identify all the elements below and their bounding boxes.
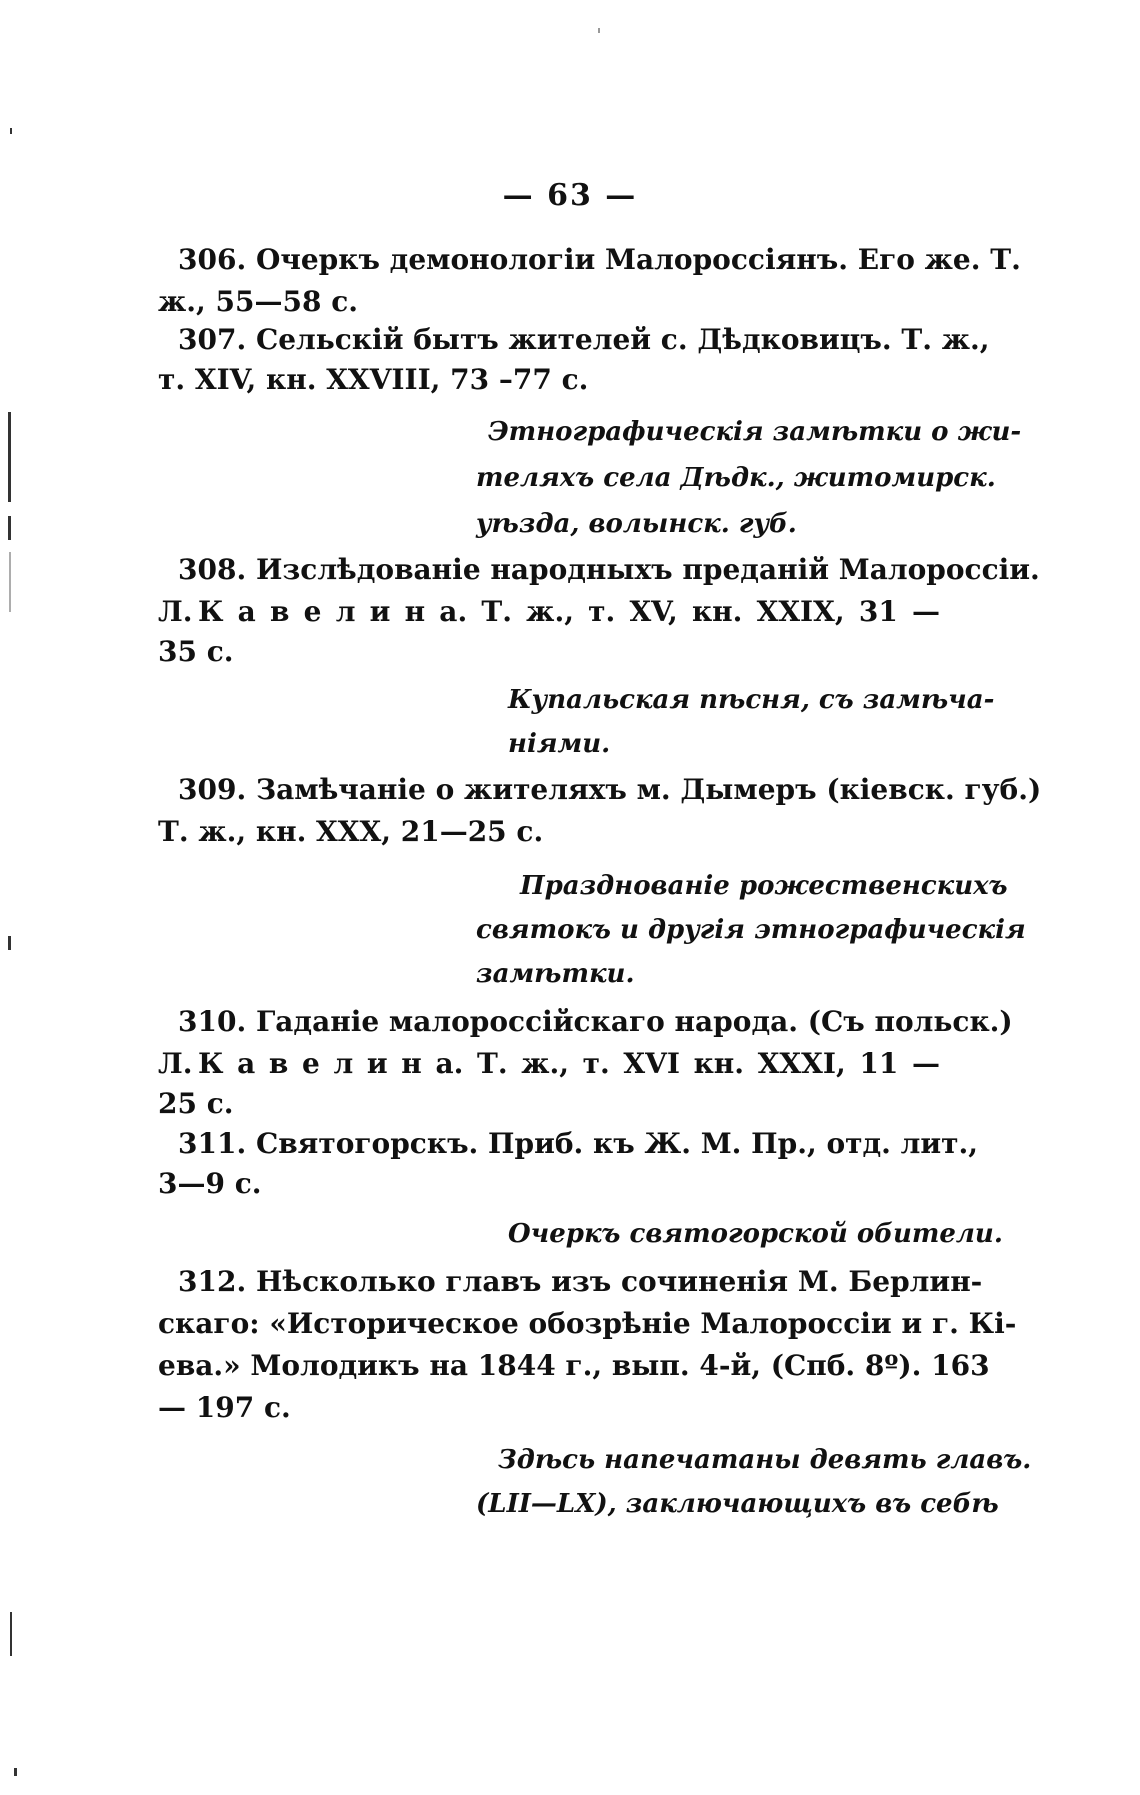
scan-mark <box>10 128 12 134</box>
entry-309-note-line-3: замѣтки. <box>476 959 635 989</box>
scan-mark <box>8 412 11 502</box>
entry-309-note-line-2: святокъ и другія этнографическія <box>476 915 1026 945</box>
entry-307-note-line-3: уѣзда, волынск. губ. <box>476 509 797 539</box>
entry-307-note-line-2: теляхъ села Дѣдк., житомирск. <box>476 463 996 493</box>
scan-mark <box>14 1768 17 1776</box>
entry-310-line-3: 25 с. <box>158 1087 234 1120</box>
page-number: — 63 — <box>502 178 638 213</box>
entry-311-note-line-1: Очеркъ святогорской обители. <box>508 1219 1003 1249</box>
scan-mark <box>8 516 11 540</box>
entry-311-line-2: 3—9 с. <box>158 1167 262 1200</box>
entry-307-line-1: 307. Сельскій бытъ жителей с. Дѣдковицъ. Т. ж., <box>178 323 990 356</box>
entry-306-line-2: ж., 55—58 с. <box>158 285 358 318</box>
scan-mark <box>9 552 11 612</box>
entry-309-line-1: 309. Замѣчаніе о жителяхъ м. Дымеръ (кіевск. губ.) <box>178 773 1042 806</box>
entry-308-line-2: К а в е л и н а. Т. ж., т. XV, кн. XXIX, 31 — <box>198 595 940 628</box>
entry-311-line-1: 311. Святогорскъ. Приб. къ Ж. М. Пр., отд. лит., <box>178 1127 978 1160</box>
entry-308-line-3: 35 с. <box>158 635 234 668</box>
entry-312-note-line-2: (LII—LX), заключающихъ въ себѣ <box>476 1489 999 1519</box>
entry-309-note-line-1: Празднованіе рожественскихъ <box>520 871 1008 901</box>
entry-307-note-line-1: Этнографическія замѣтки о жи- <box>488 417 1022 447</box>
entry-312-note-line-1: Здѣсь напечатаны девять главъ. <box>498 1445 1032 1475</box>
scan-mark <box>8 936 11 950</box>
entry-310-line-1: 310. Гаданіе малороссійскаго народа. (Съ польск.) <box>178 1005 1013 1038</box>
entry-312-line-2: скаго: «Историческое обозрѣніе Малороссіи и г. Кі- <box>158 1307 1017 1340</box>
entry-306-line-1: 306. Очеркъ демонологіи Малороссіянъ. Его же. Т. <box>178 243 1021 276</box>
entry-308-note-line-1: Купальская пѣсня, съ замѣча- <box>508 685 995 715</box>
entry-312-line-3: ева.» Молодикъ на 1844 г., вып. 4-й, (Спб. 8º). 163 <box>158 1349 990 1382</box>
entry-309-line-2: Т. ж., кн. XXX, 21—25 с. <box>158 815 544 848</box>
entry-310-line-2: К а в е л и н а. Т. ж., т. XVI кн. XXXI, 11 — <box>198 1047 940 1080</box>
entry-307-line-2: т. XIV, кн. XXVIII, 73 –77 с. <box>158 363 589 396</box>
entry-310-author-initial: Л. <box>158 1047 193 1080</box>
entry-312-line-1: 312. Нѣсколько главъ изъ сочиненія М. Берлин- <box>178 1265 983 1298</box>
entry-308-line-1: 308. Изслѣдованіе народныхъ преданій Малороссіи. <box>178 553 1040 586</box>
scan-mark <box>10 1612 12 1656</box>
entry-308-author-initial: Л. <box>158 595 193 628</box>
scan-mark <box>598 28 600 33</box>
entry-312-line-4: — 197 с. <box>158 1391 291 1424</box>
entry-308-note-line-2: ніями. <box>508 729 611 759</box>
